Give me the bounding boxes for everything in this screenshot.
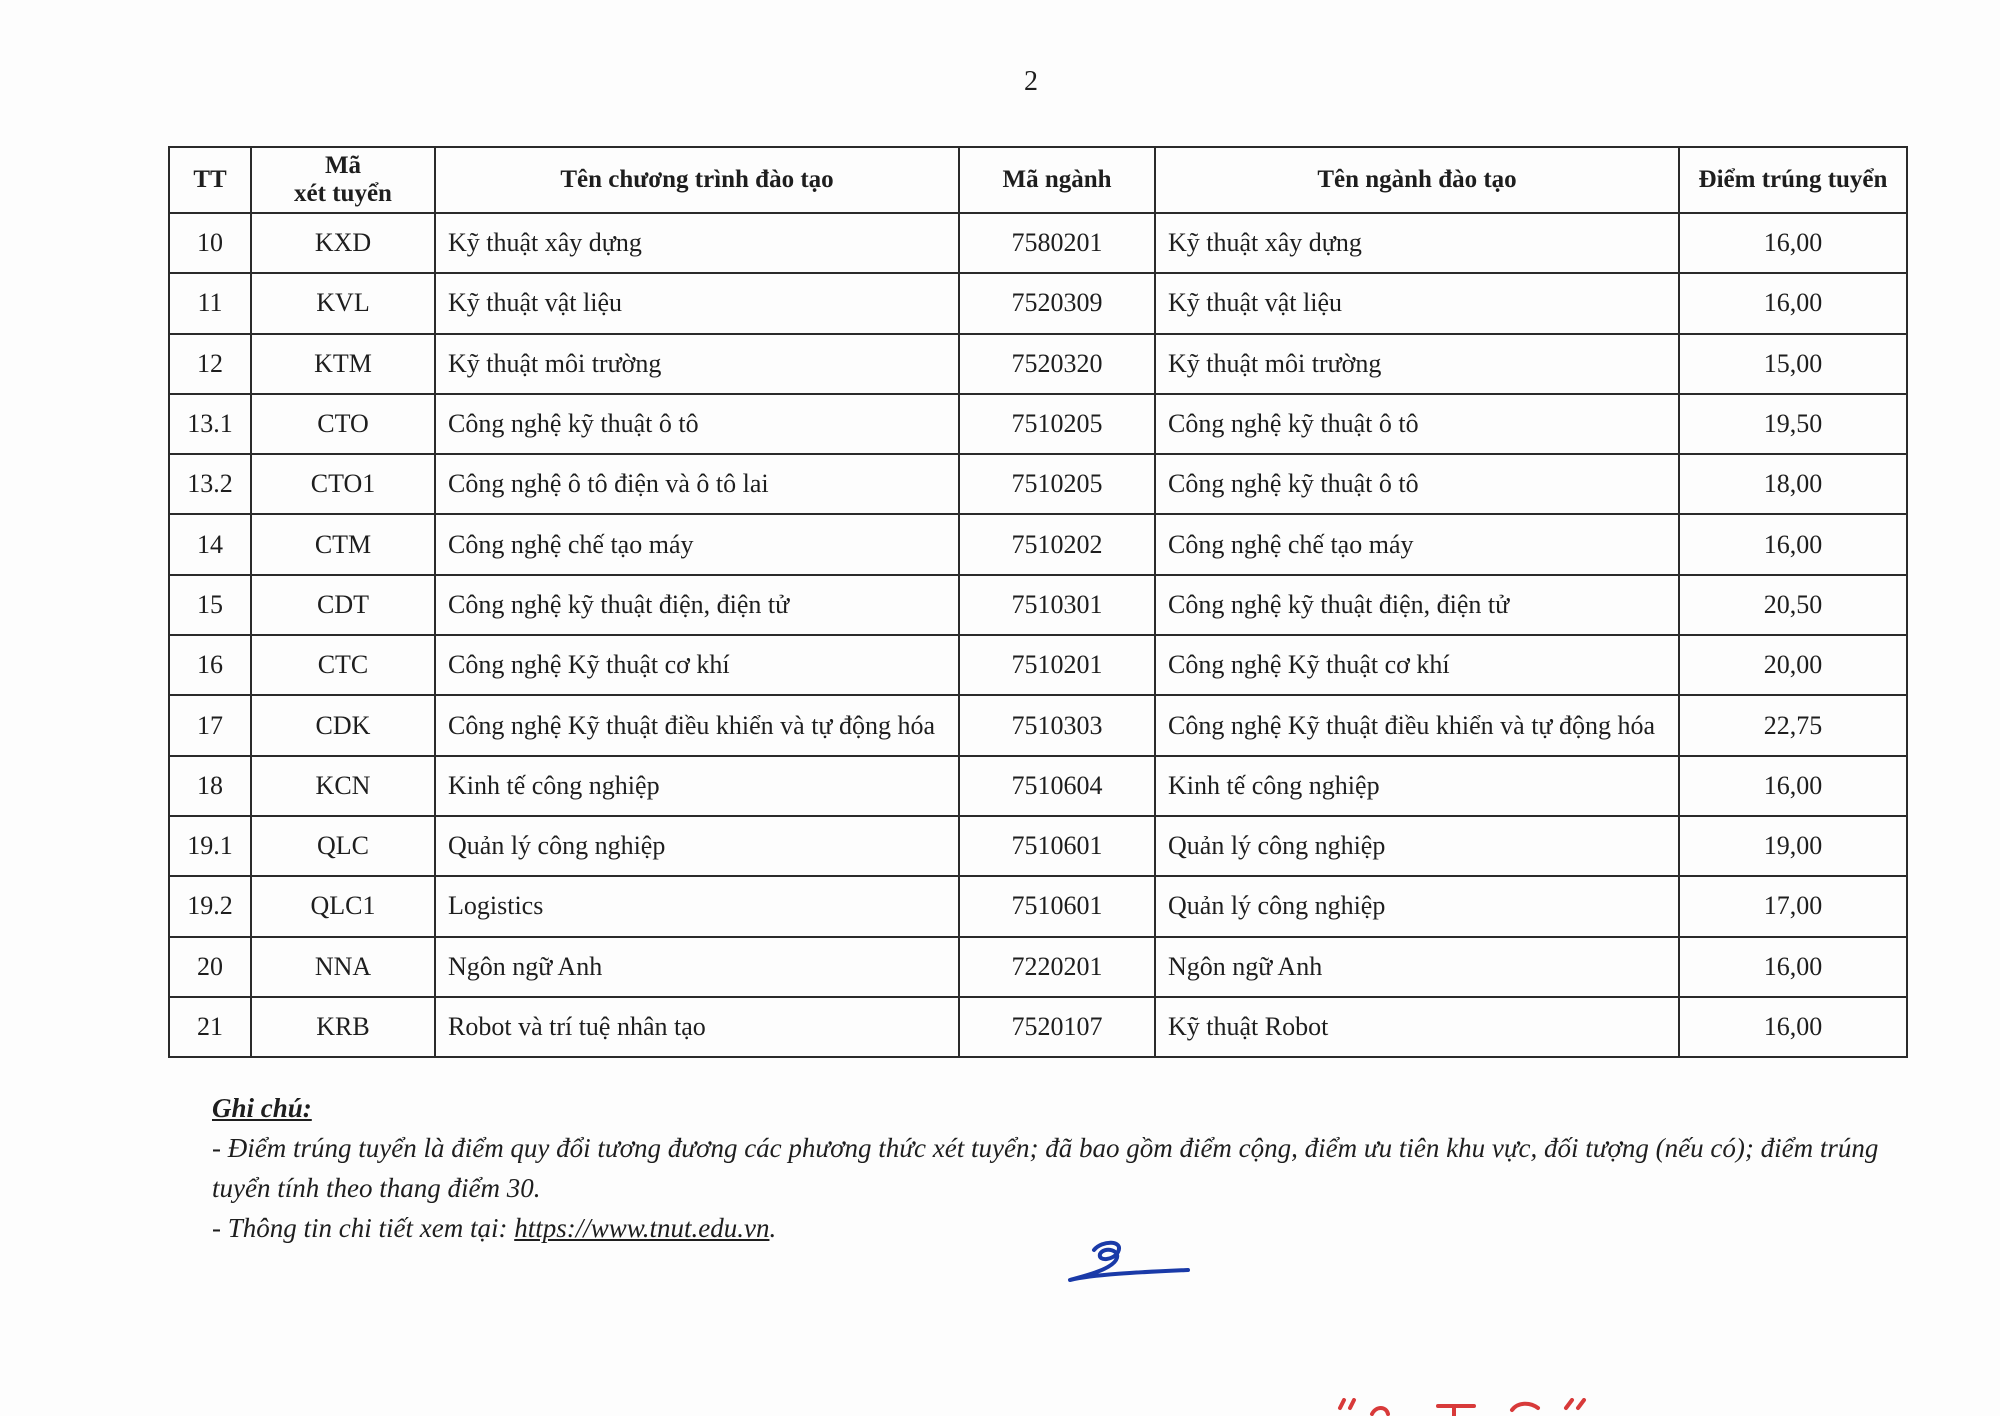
cell-major-code: 7510601	[959, 816, 1155, 876]
table-row	[169, 334, 1907, 394]
cell-score: 20,00	[1679, 635, 1907, 695]
cell-major: Ngôn ngữ Anh	[1155, 937, 1679, 997]
cell-score: 16,00	[1679, 937, 1907, 997]
cell-major-code: 7510303	[959, 695, 1155, 755]
cell-tt: 21	[169, 997, 251, 1057]
cell-major: Công nghệ kỹ thuật ô tô	[1155, 394, 1679, 454]
cell-code: KVL	[251, 273, 435, 333]
cell-tt: 13.2	[169, 454, 251, 514]
cell-major: Kỹ thuật xây dựng	[1155, 213, 1679, 273]
cell-major: Công nghệ kỹ thuật ô tô	[1155, 454, 1679, 514]
signature-mark	[1064, 1236, 1192, 1286]
cell-major: Kinh tế công nghiệp	[1155, 756, 1679, 816]
cell-tt: 20	[169, 937, 251, 997]
page-number: 2	[1024, 66, 1038, 97]
cell-score: 16,00	[1679, 997, 1907, 1057]
header-ma-xet-tuyen-line2: xét tuyển	[294, 180, 392, 207]
cell-program: Ngôn ngữ Anh	[435, 937, 959, 997]
cell-program: Công nghệ kỹ thuật ô tô	[435, 394, 959, 454]
cell-score: 16,00	[1679, 273, 1907, 333]
cell-major-code: 7510604	[959, 756, 1155, 816]
cell-code: CTM	[251, 514, 435, 574]
table-row	[169, 635, 1907, 695]
cell-major-code: 7510205	[959, 394, 1155, 454]
stamp-fragment	[1334, 1398, 1594, 1416]
cell-tt: 12	[169, 334, 251, 394]
cell-score: 16,00	[1679, 756, 1907, 816]
cell-code: KXD	[251, 213, 435, 273]
notes-line-1: - Điểm trúng tuyển là điểm quy đổi tương đương các phương thức xét tuyển; đã bao gồm điểm cộng, điểm ưu tiên khu vực, đối tượng (nếu có); điểm trúng tuyển tính theo thang điểm 30.	[212, 1133, 1879, 1203]
cell-code: CDT	[251, 575, 435, 635]
table-row	[169, 756, 1907, 816]
table-row	[169, 876, 1907, 936]
cell-program: Robot và trí tuệ nhân tạo	[435, 997, 959, 1057]
cell-major: Kỹ thuật môi trường	[1155, 334, 1679, 394]
table-row	[169, 695, 1907, 755]
cell-major: Công nghệ Kỹ thuật điều khiển và tự động hóa	[1155, 695, 1679, 755]
notes-section	[212, 1088, 1912, 1248]
cell-code: KTM	[251, 334, 435, 394]
cell-tt: 19.2	[169, 876, 251, 936]
cell-score: 20,50	[1679, 575, 1907, 635]
cell-major-code: 7580201	[959, 213, 1155, 273]
cell-major: Kỹ thuật vật liệu	[1155, 273, 1679, 333]
cell-code: QLC	[251, 816, 435, 876]
cell-major-code: 7510202	[959, 514, 1155, 574]
cell-tt: 11	[169, 273, 251, 333]
cell-tt: 13.1	[169, 394, 251, 454]
header-ten-nganh: Tên ngành đào tạo	[1155, 147, 1679, 213]
table-row	[169, 273, 1907, 333]
website-link[interactable]: https://www.tnut.edu.vn	[514, 1213, 770, 1243]
cell-major-code: 7520107	[959, 997, 1155, 1057]
table-row	[169, 394, 1907, 454]
header-ma-xet-tuyen	[251, 147, 435, 213]
cell-major-code: 7510201	[959, 635, 1155, 695]
notes-line-2	[212, 1208, 1912, 1248]
cell-program: Công nghệ ô tô điện và ô tô lai	[435, 454, 959, 514]
table-row	[169, 213, 1907, 273]
cell-tt: 17	[169, 695, 251, 755]
cell-tt: 18	[169, 756, 251, 816]
cell-major-code: 7510601	[959, 876, 1155, 936]
table-header-row	[169, 147, 1907, 213]
cell-program: Kỹ thuật vật liệu	[435, 273, 959, 333]
cell-major: Công nghệ Kỹ thuật cơ khí	[1155, 635, 1679, 695]
table-row	[169, 454, 1907, 514]
cell-tt: 14	[169, 514, 251, 574]
cell-major: Công nghệ chế tạo máy	[1155, 514, 1679, 574]
cell-score: 18,00	[1679, 454, 1907, 514]
cell-code: CDK	[251, 695, 435, 755]
cell-major-code: 7520309	[959, 273, 1155, 333]
notes-line-2-prefix: - Thông tin chi tiết xem tại:	[212, 1213, 515, 1243]
cell-code: CTO1	[251, 454, 435, 514]
notes-line-2-suffix: .	[769, 1213, 777, 1243]
cell-program: Logistics	[435, 876, 959, 936]
cell-score: 16,00	[1679, 213, 1907, 273]
cell-major-code: 7220201	[959, 937, 1155, 997]
cell-major: Quản lý công nghiệp	[1155, 816, 1679, 876]
cell-program: Quản lý công nghiệp	[435, 816, 959, 876]
cell-score: 19,00	[1679, 816, 1907, 876]
table-row	[169, 997, 1907, 1057]
cell-tt: 16	[169, 635, 251, 695]
header-tt: TT	[169, 147, 251, 213]
cell-code: KRB	[251, 997, 435, 1057]
cell-program: Công nghệ Kỹ thuật cơ khí	[435, 635, 959, 695]
header-diem: Điểm trúng tuyển	[1679, 147, 1907, 213]
cell-major-code: 7510205	[959, 454, 1155, 514]
header-ma-xet-tuyen-line1: Mã	[324, 152, 362, 179]
cell-major-code: 7510301	[959, 575, 1155, 635]
cell-score: 17,00	[1679, 876, 1907, 936]
table-row	[169, 514, 1907, 574]
cell-program: Kinh tế công nghiệp	[435, 756, 959, 816]
cell-tt: 15	[169, 575, 251, 635]
notes-title: Ghi chú:	[212, 1093, 312, 1123]
cell-program: Công nghệ chế tạo máy	[435, 514, 959, 574]
cell-major: Kỹ thuật Robot	[1155, 997, 1679, 1057]
table-row	[169, 937, 1907, 997]
cell-program: Kỹ thuật xây dựng	[435, 213, 959, 273]
cell-score: 19,50	[1679, 394, 1907, 454]
table-row	[169, 575, 1907, 635]
header-ma-nganh: Mã ngành	[959, 147, 1155, 213]
cell-major: Công nghệ kỹ thuật điện, điện tử	[1155, 575, 1679, 635]
cell-score: 22,75	[1679, 695, 1907, 755]
cell-tt: 19.1	[169, 816, 251, 876]
cell-code: CTC	[251, 635, 435, 695]
cell-code: KCN	[251, 756, 435, 816]
cell-major: Quản lý công nghiệp	[1155, 876, 1679, 936]
header-ten-chuong-trinh: Tên chương trình đào tạo	[435, 147, 959, 213]
cell-program: Công nghệ kỹ thuật điện, điện tử	[435, 575, 959, 635]
table-row	[169, 816, 1907, 876]
cell-code: NNA	[251, 937, 435, 997]
cell-program: Kỹ thuật môi trường	[435, 334, 959, 394]
cell-tt: 10	[169, 213, 251, 273]
cell-score: 16,00	[1679, 514, 1907, 574]
cell-major-code: 7520320	[959, 334, 1155, 394]
cell-program: Công nghệ Kỹ thuật điều khiển và tự động hóa	[435, 695, 959, 755]
cell-score: 15,00	[1679, 334, 1907, 394]
admission-scores-table	[168, 146, 1908, 1058]
cell-code: CTO	[251, 394, 435, 454]
cell-code: QLC1	[251, 876, 435, 936]
